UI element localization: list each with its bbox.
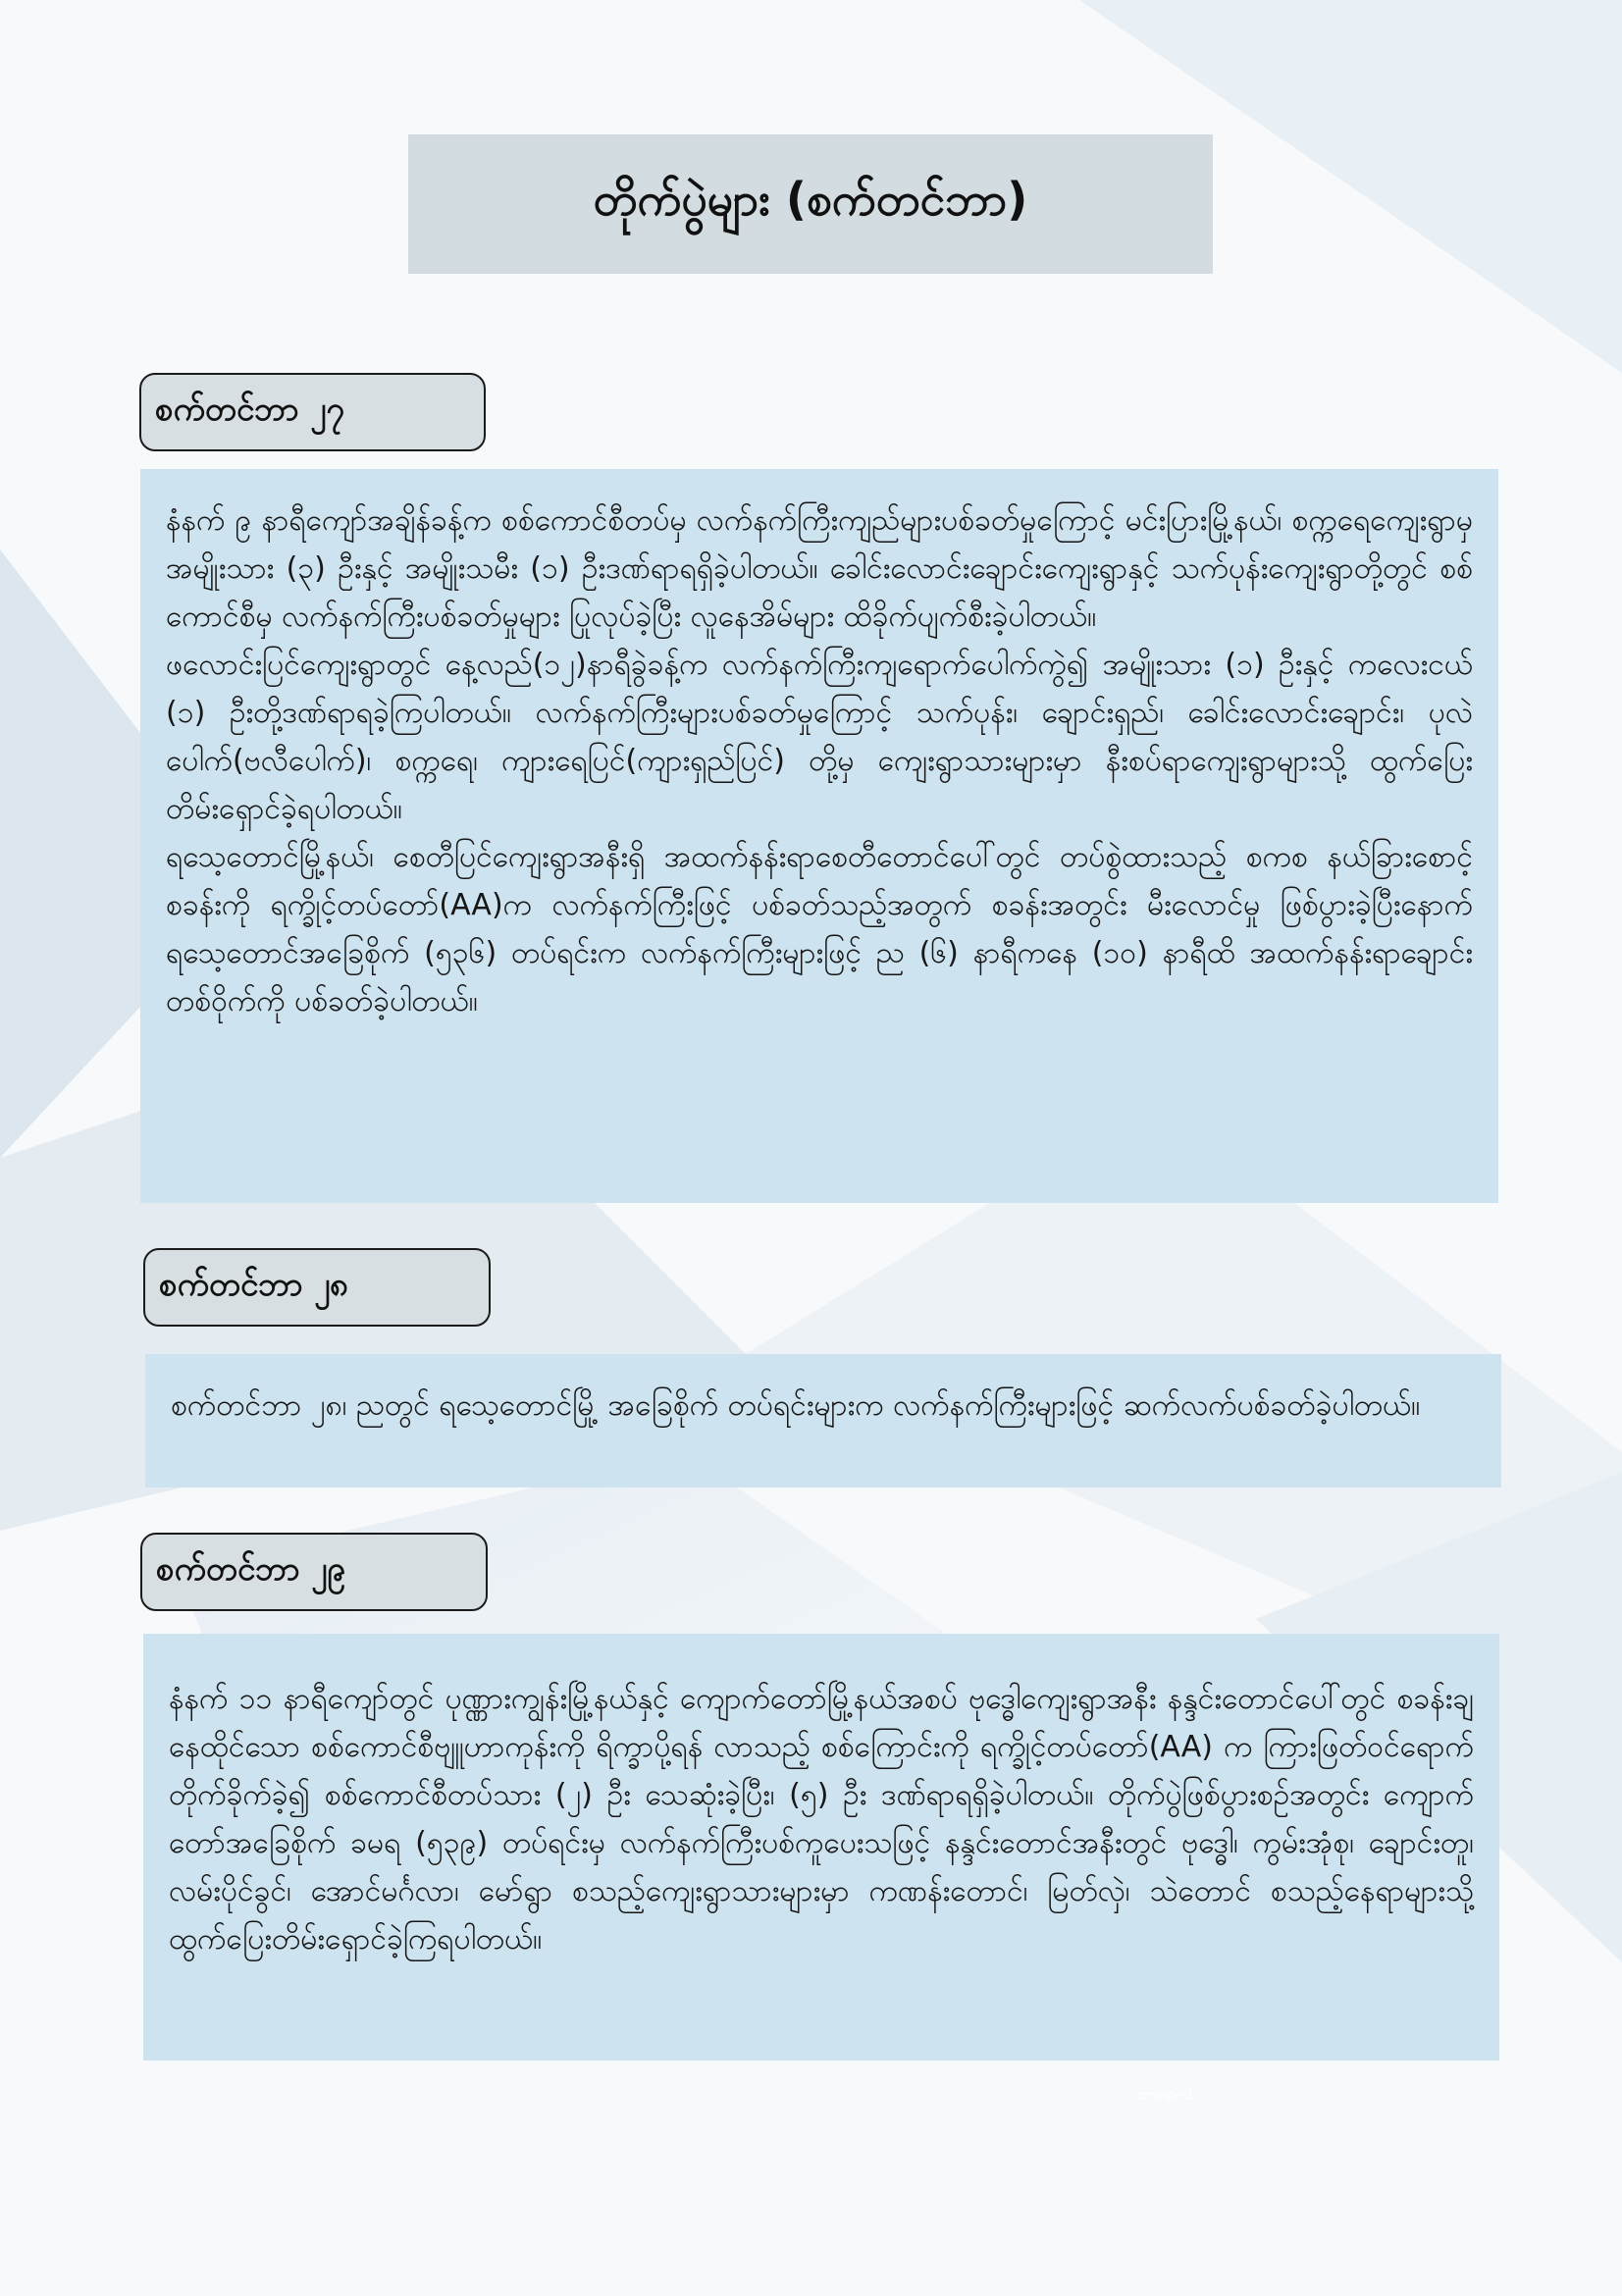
section-panel-28 [145, 1354, 1501, 1487]
footer-watermark: cropped [1136, 2088, 1192, 2104]
section-heading-29: စက်တင်ဘာ ၂၉ [140, 1533, 488, 1611]
section-29-paragraph-1: နံနက် ၁၁ နာရီကျော်တွင် ပုဏ္ဏားကျွန်းမြို့နယ်နှင့် ကျောက်တော်မြို့နယ်အစပ် ဗုဒ္ဓေါကျေးရွာအနီး နန္ဒင်းတောင်ပေါ်တွင် စခန်းချနေထိုင်သော စစ်ကောင်စီဗျူဟာကုန်းကို ရိက္ခာပို့ရန် လာသည့် စစ်ကြောင်းကို ရက္ခိုင့်တပ်တော်(AA) က ကြားဖြတ်ဝင်ရောက် တိုက်ခိုက်ခဲ့၍ စစ်ကောင်စီတပ်သား (၂) ဦး သေဆုံးခဲ့ပြီး၊ (၅) ဦး ဒဏ်ရာရရှိခဲ့ပါတယ်။ တိုက်ပွဲဖြစ်ပွားစဥ်အတွင်း ကျောက်တော်အခြေစိုက် ခမရ (၅၃၉) တပ်ရင်းမှ လက်နက်ကြီးပစ်ကူပေးသဖြင့် နန္ဒင်းတောင်အနီးတွင် ဗုဒ္ဓေါ၊ ကွမ်းအုံစု၊ ချောင်းတူ၊ လမ်းပိုင်ခွင်၊ အောင်မင်္ဂလာ၊ မော်ရွာ စသည့်ကျေးရွာသားများမှာ ကဏန်းတောင်၊ မြတ်လှဲ၊ သဲတောင် စသည့်နေရာများသို့ ထွက်ပြေးတိမ်းရှောင်ခဲ့ကြရပါတယ်။ [169, 1682, 1474, 1957]
section-heading-27: စက်တင်ဘာ ၂၇ [139, 373, 486, 451]
section-panel-27 [140, 469, 1498, 1203]
section-heading-28: စက်တင်ဘာ ၂၈ [143, 1248, 491, 1327]
title-banner [408, 134, 1213, 274]
page-title: တိုက်ပွဲများ (စက်တင်ဘာ) [593, 172, 1028, 226]
section-27-paragraph-1: နံနက် ၉ နာရီကျော်အချိန်ခန့်က စစ်ကောင်စီတပ်မှ လက်နက်ကြီးကျည်များပစ်ခတ်မှုကြောင့် မင်းပြားမြို့နယ်၊ စက္ကရေကျေးရွာမှ အမျိုးသား (၃) ဦးနှင့် အမျိုးသမီး (၁) ဦးဒဏ်ရာရရှိခဲ့ပါတယ်။ ခေါင်းလောင်းချောင်းကျေးရွာနှင့် သက်ပုန်းကျေးရွာတို့တွင် စစ်ကောင်စီမှ လက်နက်ကြီးပစ်ခတ်မှုများ ပြုလုပ်ခဲ့ပြီး လူနေအိမ်များ ထိခိုက်ပျက်စီးခဲ့ပါတယ်။ [166, 503, 1473, 634]
section-panel-29 [143, 1634, 1499, 2061]
section-27-paragraph-3: ရသေ့တောင်မြို့နယ်၊ စေတီပြင်ကျေးရွာအနီးရှိ အထက်နန်းရာစေတီတောင်ပေါ်တွင် တပ်စွဲထားသည့် စကစ နယ်ခြားစောင့်စခန်းကို ရက္ခိုင့်တပ်တော်(AA)က လက်နက်ကြီးဖြင့် ပစ်ခတ်သည့်အတွက် စခန်းအတွင်း မီးလောင်မှု ဖြစ်ပွားခဲ့ပြီးနောက် ရသေ့တောင်အခြေစိုက် (၅၃၆) တပ်ရင်းက လက်နက်ကြီးများဖြင့် ည (၆) နာရီကနေ (၁၀) နာရီထိ အထက်နန်းရာချောင်းတစ်ဝိုက်ကို ပစ်ခတ်ခဲ့ပါတယ်။ [166, 840, 1473, 1018]
section-28-paragraph-1: စက်တင်ဘာ ၂၈၊ ညတွင် ရသေ့တောင်မြို့ အခြေစိုက် တပ်ရင်းများက လက်နက်ကြီးများဖြင့် ဆက်လက်ပစ်ခတ်ခဲ့ပါတယ်။ [171, 1388, 1421, 1423]
section-27-paragraph-2: ဖလောင်းပြင်ကျေးရွာတွင် နေ့လည်(၁၂)နာရီခွဲခန့်က လက်နက်ကြီးကျရောက်ပေါက်ကွဲ၍ အမျိုးသား (၁) ဦးနှင့် ကလေးငယ် (၁) ဦးတို့ဒဏ်ရာရခဲ့ကြပါတယ်။ လက်နက်ကြီးများပစ်ခတ်မှုကြောင့် သက်ပုန်း၊ ချောင်းရှည်၊ ခေါင်းလောင်းချောင်း၊ ပုလဲပေါက်(ဗလီပေါက်)၊ စက္ကရေ၊ ကျားရေပြင်(ကျားရှည်ပြင်) တို့မှ ကျေးရွာသားများမှာ နီးစပ်ရာကျေးရွာများသို့ ထွက်ပြေးတိမ်းရှောင်ခဲ့ရပါတယ်။ [166, 648, 1473, 826]
